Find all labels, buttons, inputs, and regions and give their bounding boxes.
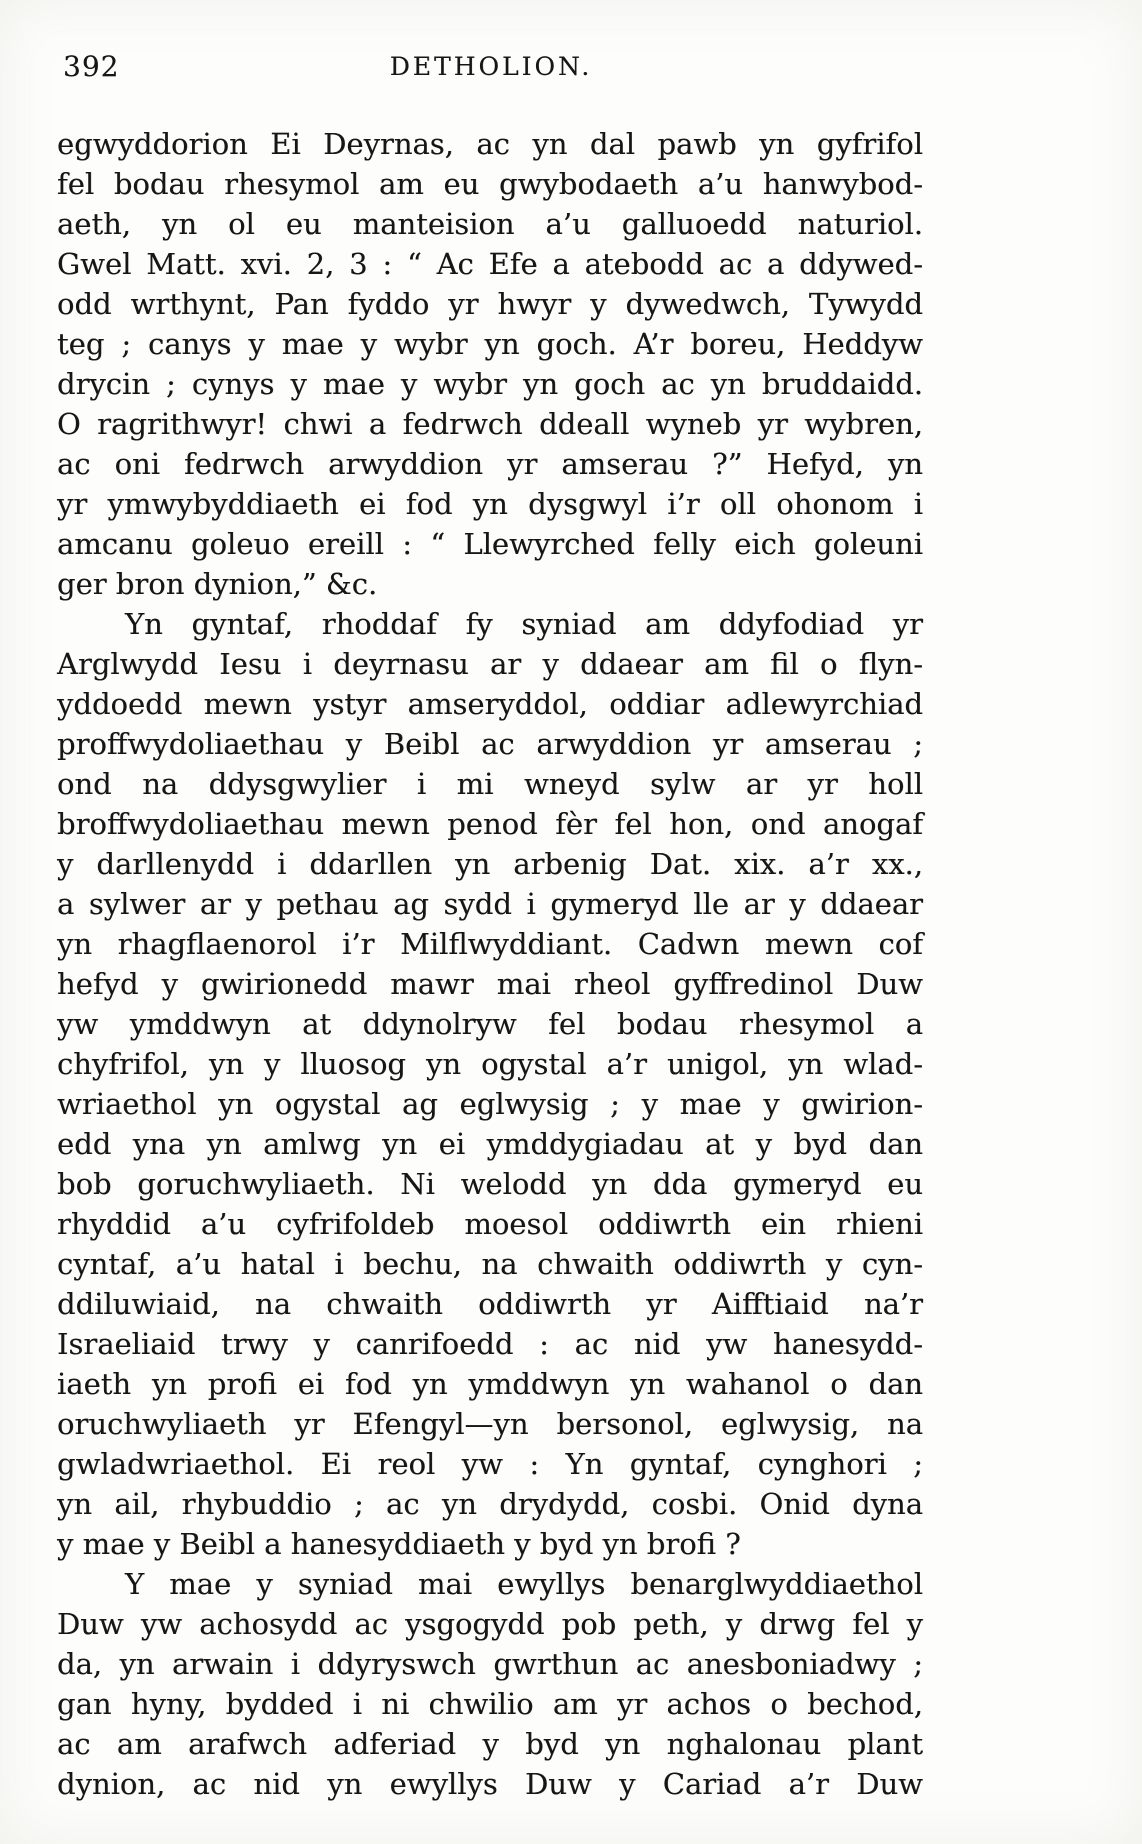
text-line: ac oni fedrwch arwyddion yr amserau ?” Hefyd, yn <box>57 447 923 481</box>
text-line: da, yn arwain i ddyryswch gwrthun ac anesboniadwy ; <box>57 1647 923 1681</box>
text-line: rhyddid a’u cyfrifoldeb moesol oddiwrth ein rhieni <box>57 1207 923 1241</box>
text-line: bob goruchwyliaeth. Ni welodd yn dda gymeryd eu <box>57 1167 923 1201</box>
page-body <box>57 124 923 1804</box>
text-line: yddoedd mewn ystyr amseryddol, oddiar adlewyrchiad <box>57 687 923 721</box>
text-line: oruchwyliaeth yr Efengyl—yn bersonol, eglwysig, na <box>57 1407 923 1441</box>
text-line: cyntaf, a’u hatal i bechu, na chwaith oddiwrth y cyn- <box>57 1247 923 1281</box>
text-line: proffwydoliaethau y Beibl ac arwyddion yr amserau ; <box>57 727 923 761</box>
text-line: egwyddorion Ei Deyrnas, ac yn dal pawb yn gyfrifol <box>57 127 923 161</box>
text-line: hefyd y gwirionedd mawr mai rheol gyffredinol Duw <box>57 967 923 1001</box>
text-line: O ragrithwyr! chwi a fedrwch ddeall wyneb yr wybren, <box>57 407 923 441</box>
text-line: Gwel Matt. xvi. 2, 3 : “ Ac Efe a atebodd ac a ddywed- <box>57 247 923 281</box>
page-title: DETHOLION. <box>389 52 593 81</box>
text-line: edd yna yn amlwg yn ei ymddygiadau at y byd dan <box>57 1127 923 1161</box>
text-line: Arglwydd Iesu i deyrnasu ar y ddaear am fil o flyn- <box>57 647 923 681</box>
text-line: broffwydoliaethau mewn penod fèr fel hon, ond anogaf <box>57 807 923 841</box>
text-line: gwladwriaethol. Ei reol yw : Yn gyntaf, cynghori ; <box>57 1447 923 1481</box>
text-line: gan hyny, bydded i ni chwilio am yr achos o bechod, <box>57 1687 923 1721</box>
text-line: y mae y Beibl a hanesyddiaeth y byd yn brofi ? <box>57 1527 741 1561</box>
text-line: odd wrthynt, Pan fyddo yr hwyr y dywedwch, Tywydd <box>57 287 923 321</box>
text-line: yr ymwybyddiaeth ei fod yn dysgwyl i’r oll ohonom i <box>57 487 923 521</box>
text-line: aeth, yn ol eu manteision a’u galluoedd naturiol. <box>57 207 923 241</box>
text-line: wriaethol yn ogystal ag eglwysig ; y mae y gwirion- <box>57 1087 923 1121</box>
text-line: dynion, ac nid yn ewyllys Duw y Cariad a’r Duw <box>57 1767 923 1801</box>
text-line: ac am arafwch adferiad y byd yn nghalonau plant <box>57 1727 923 1761</box>
text-line: ddiluwiaid, na chwaith oddiwrth yr Aifftiaid na’r <box>57 1287 923 1321</box>
text-line: y darllenydd i ddarllen yn arbenig Dat. xix. a’r xx., <box>57 847 923 881</box>
text-line: ond na ddysgwylier i mi wneyd sylw ar yr holl <box>57 767 923 801</box>
text-line: yw ymddwyn at ddynolryw fel bodau rhesymol a <box>57 1007 923 1041</box>
page-number: 392 <box>63 50 120 83</box>
text-line: yn rhagflaenorol i’r Milflwyddiant. Cadwn mewn cof <box>57 927 923 961</box>
text-line: yn ail, rhybuddio ; ac yn drydydd, cosbi. Onid dyna <box>57 1487 923 1521</box>
text-line: a sylwer ar y pethau ag sydd i gymeryd lle ar y ddaear <box>57 887 923 921</box>
text-line: chyfrifol, yn y lluosog yn ogystal a’r unigol, yn wlad- <box>57 1047 923 1081</box>
text-line: fel bodau rhesymol am eu gwybodaeth a’u hanwybod- <box>57 167 923 201</box>
text-line: teg ; canys y mae y wybr yn goch. A’r boreu, Heddyw <box>57 327 923 361</box>
text-line: Israeliaid trwy y canrifoedd : ac nid yw hanesydd- <box>57 1327 923 1361</box>
text-line: Duw yw achosydd ac ysgogydd pob peth, y drwg fel y <box>57 1607 923 1641</box>
text-line: amcanu goleuo ereill : “ Llewyrched felly eich goleuni <box>57 527 923 561</box>
text-line: Y mae y syniad mai ewyllys benarglwyddiaethol <box>125 1567 923 1601</box>
page-header <box>57 48 925 92</box>
text-line: iaeth yn profi ei fod yn ymddwyn yn wahanol o dan <box>57 1367 923 1401</box>
text-line: ger bron dynion,” &c. <box>57 567 378 601</box>
text-line: Yn gyntaf, rhoddaf fy syniad am ddyfodiad yr <box>125 607 923 641</box>
text-line: drycin ; cynys y mae y wybr yn goch ac yn bruddaidd. <box>57 367 923 401</box>
